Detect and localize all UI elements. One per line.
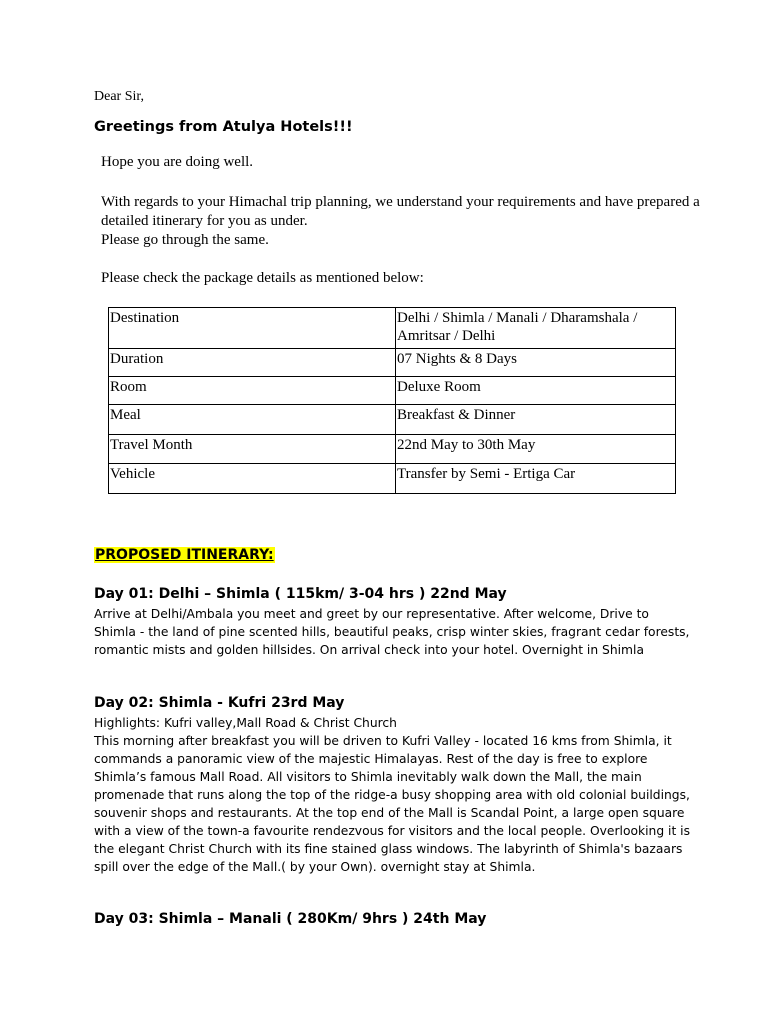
package-label-travel-month: Travel Month: [109, 435, 396, 464]
day-01-body: Arrive at Delhi/Ambala you meet and greet by our representative. After welcome, Drive to Shimla - the land of pine scented hills, beautiful peaks, crisp winter skies, fragrant cedar forests, romantic mists and golden hillsides. On arrival check into your hotel. Overnight in Shimla: [94, 607, 690, 657]
package-label-meal: Meal: [109, 405, 396, 435]
package-value-meal: Breakfast & Dinner: [396, 405, 676, 435]
intro-line-1: Hope you are doing well.: [101, 154, 254, 170]
day-01-title: Day 01: Delhi – Shimla ( 115km/ 3-04 hrs ) 22nd May: [94, 586, 507, 602]
day-02-highlights: Highlights: Kufri valley,Mall Road & Christ Church: [94, 716, 397, 730]
package-value-travel-month: 22nd May to 30th May: [396, 435, 676, 464]
package-value-vehicle: Transfer by Semi - Ertiga Car: [396, 464, 676, 494]
day-02-body: Highlights: Kufri valley,Mall Road & Christ Church This morning after breakfast you will be driven to Kufri Valley - located 16 kms from Shimla, it commands a panoramic view of the majestic Himalayas. Rest of the day is free to explore Shimla’s famous Mall Road. All visitors to Shimla inevitably walk down the Mall, the main promenade that runs along the top of the ridge-a busy shopping area with old colonial buildings, souvenir shops and restaurants. At the top end of the Mall is Scandal Point, a large open square with a view of the town-a favourite rendezvous for visitors and the local people. Overlooking it is the elegant Christ Church with its fine stained glass windows. The labyrinth of Shimla's bazaars spill over the edge of the Mall.( by your Own). overnight stay at Shimla.: [94, 714, 694, 876]
day-02-title: Day 02: Shimla - Kufri 23rd May: [94, 695, 345, 711]
intro-line-4: Please check the package details as mentioned below:: [101, 270, 424, 286]
package-details-table: [108, 307, 676, 494]
package-label-room: Room: [109, 377, 396, 405]
package-value-room: Deluxe Room: [396, 377, 676, 405]
proposed-itinerary-heading: PROPOSED ITINERARY:: [95, 547, 274, 563]
day-03-title: Day 03: Shimla – Manali ( 280Km/ 9hrs ) 24th May: [94, 911, 487, 927]
table-row: [109, 435, 676, 464]
package-label-vehicle: Vehicle: [109, 464, 396, 494]
table-row: [109, 349, 676, 377]
table-row: [109, 308, 676, 349]
package-label-duration: Duration: [109, 349, 396, 377]
greeting-heading: Greetings from Atulya Hotels!!!: [94, 119, 353, 135]
table-row: [109, 464, 676, 494]
intro-line-2: With regards to your Himachal trip planning, we understand your requirements and have prepared a detailed itinerary for you as under. Please go through the same.: [101, 193, 711, 250]
package-label-destination: Destination: [109, 308, 396, 349]
table-row: [109, 405, 676, 435]
package-value-duration: 07 Nights & 8 Days: [396, 349, 676, 377]
package-value-destination: Delhi / Shimla / Manali / Dharamshala / Amritsar / Delhi: [396, 308, 676, 349]
intro-line-3: Please go through the same.: [101, 232, 269, 248]
table-row: [109, 377, 676, 405]
salutation: Dear Sir,: [94, 89, 144, 104]
